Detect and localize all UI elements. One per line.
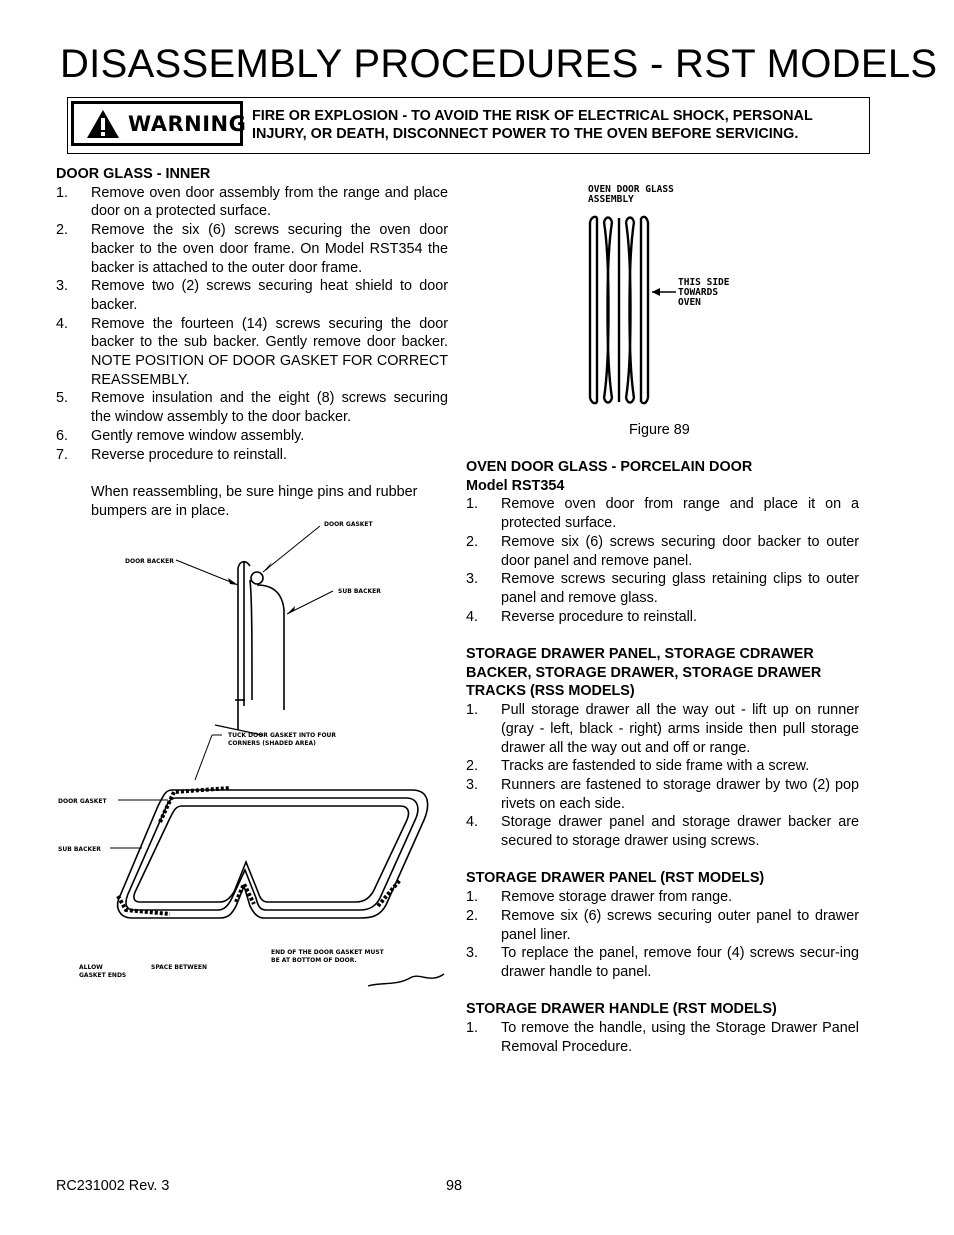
label-space: SPACE BETWEEN xyxy=(151,964,208,971)
list-item: 4. Reverse procedure to reinstall. xyxy=(466,608,697,625)
section-heading-3: TRACKS (RSS MODELS) xyxy=(466,683,635,700)
label-assembly-2: ASSEMBLY xyxy=(588,194,634,205)
list-item: 2. Remove six (6) screws securing outer panel to drawer panel liner. xyxy=(466,907,859,943)
label-end-2: BE AT BOTTOM OF DOOR. xyxy=(271,957,357,964)
storage-panel-rst-section xyxy=(466,869,859,981)
step-list xyxy=(466,495,859,626)
list-item: 6. Gently remove window assembly. xyxy=(56,427,305,444)
label-sub-backer-2: SUB BACKER xyxy=(58,846,101,853)
label-end-1: END OF THE DOOR GASKET MUST xyxy=(271,949,384,956)
list-item: 1. To remove the handle, using the Storage Drawer Panel Removal Procedure. xyxy=(466,1020,859,1055)
list-item: 2. Remove six (6) screws securing door backer to outer door panel and remove panel. xyxy=(466,533,859,569)
section-subheading: Model RST354 xyxy=(466,477,565,494)
list-item: 4. Storage drawer panel and storage drawer backer are secured to storage drawer using screws. xyxy=(466,814,859,850)
section-heading: DOOR GLASS - INNER xyxy=(56,166,211,182)
storage-drawer-rss-section xyxy=(466,645,859,851)
label-allow-1: ALLOW xyxy=(79,964,103,971)
page-title: DISASSEMBLY PROCEDURES - RST MODELS xyxy=(60,42,938,86)
label-side-1: THIS SIDE xyxy=(678,277,730,288)
storage-handle-rst-section xyxy=(466,1000,859,1056)
right-column xyxy=(466,458,859,1056)
reassembly-note: When reassembling, be sure hinge pins and rubber bumpers are in place. xyxy=(91,483,418,519)
list-item: 1. Remove oven door assembly from the range and place door on a protected surface. xyxy=(56,184,448,220)
list-item: 7. Reverse procedure to reinstall. xyxy=(56,446,287,463)
list-item: 2. Tracks are fastended to side frame with a screw. xyxy=(466,758,810,775)
step-list xyxy=(466,888,859,982)
section-heading: STORAGE DRAWER PANEL (RST MODELS) xyxy=(466,870,765,887)
label-tuck-1: TUCK DOOR GASKET INTO FOUR xyxy=(228,732,337,739)
label-assembly-1: OVEN DOOR GLASS xyxy=(588,184,674,195)
step-list xyxy=(466,1019,859,1056)
list-item: 2. Remove the six (6) screws securing the oven door backer to the oven door frame. On Model RST354 the backer is attached to the outer door frame. xyxy=(56,222,448,276)
list-item: 3. Remove two (2) screws securing heat shield to door backer. xyxy=(56,278,448,313)
section-heading-1: STORAGE DRAWER PANEL, STORAGE CDRAWER xyxy=(466,646,814,663)
list-item: 4. Remove the fourteen (14) screws securing the door backer to the sub backer. Gently remove door backer. NOTE POSITION OF DOOR GASKET FOR CORRECT REASSEMBLY. xyxy=(56,315,448,388)
section-heading: STORAGE DRAWER HANDLE (RST MODELS) xyxy=(466,1001,777,1018)
list-item: 3. Runners are fastened to storage drawer by two (2) pop rivets on each side. xyxy=(466,776,859,812)
porcelain-door-section xyxy=(466,458,859,626)
list-item: 3. Remove screws securing glass retaining clips to outer panel and remove glass. xyxy=(466,571,859,606)
label-allow-2: GASKET ENDS xyxy=(79,972,127,979)
section-heading-2: BACKER, STORAGE DRAWER, STORAGE DRAWER xyxy=(466,664,822,681)
page-number: 98 xyxy=(446,1178,463,1194)
list-item: 1. Pull storage drawer all the way out - lift up on runner (gray - left, black - right) arms inside then pull storage drawer all the way out and off or range. xyxy=(466,702,859,756)
document-id: RC231002 Rev. 3 xyxy=(56,1178,170,1194)
step-list xyxy=(466,701,859,851)
label-door-gasket-2: DOOR GASKET xyxy=(58,798,107,805)
list-item: 1. Remove oven door from range and place it on a protected surface. xyxy=(466,496,859,532)
label-side-2: TOWARDS xyxy=(678,287,719,298)
list-item: 1. Remove storage drawer from range. xyxy=(466,889,733,906)
list-item: 5. Remove insulation and the eight (8) screws securing the window assembly to the door backer. xyxy=(56,390,448,426)
label-tuck-2: CORNERS (SHADED AREA) xyxy=(228,740,316,747)
list-item: 3. To replace the panel, remove four (4) screws secur-ing drawer handle to panel. xyxy=(466,945,859,980)
label-side-3: OVEN xyxy=(678,297,701,308)
section-heading: OVEN DOOR GLASS - PORCELAIN DOOR xyxy=(466,459,753,475)
warning-badge-label: WARNING xyxy=(128,111,247,136)
warning-line-1: FIRE OR EXPLOSION - TO AVOID THE RISK OF ELECTRICAL SHOCK, PERSONAL xyxy=(252,108,813,124)
label-door-gasket: DOOR GASKET xyxy=(324,521,373,528)
figure-caption: Figure 89 xyxy=(629,422,690,438)
warning-line-2: INJURY, OR DEATH, DISCONNECT POWER TO THE OVEN BEFORE SERVICING. xyxy=(252,126,799,142)
label-door-backer: DOOR BACKER xyxy=(125,558,174,565)
label-sub-backer: SUB BACKER xyxy=(338,588,381,595)
